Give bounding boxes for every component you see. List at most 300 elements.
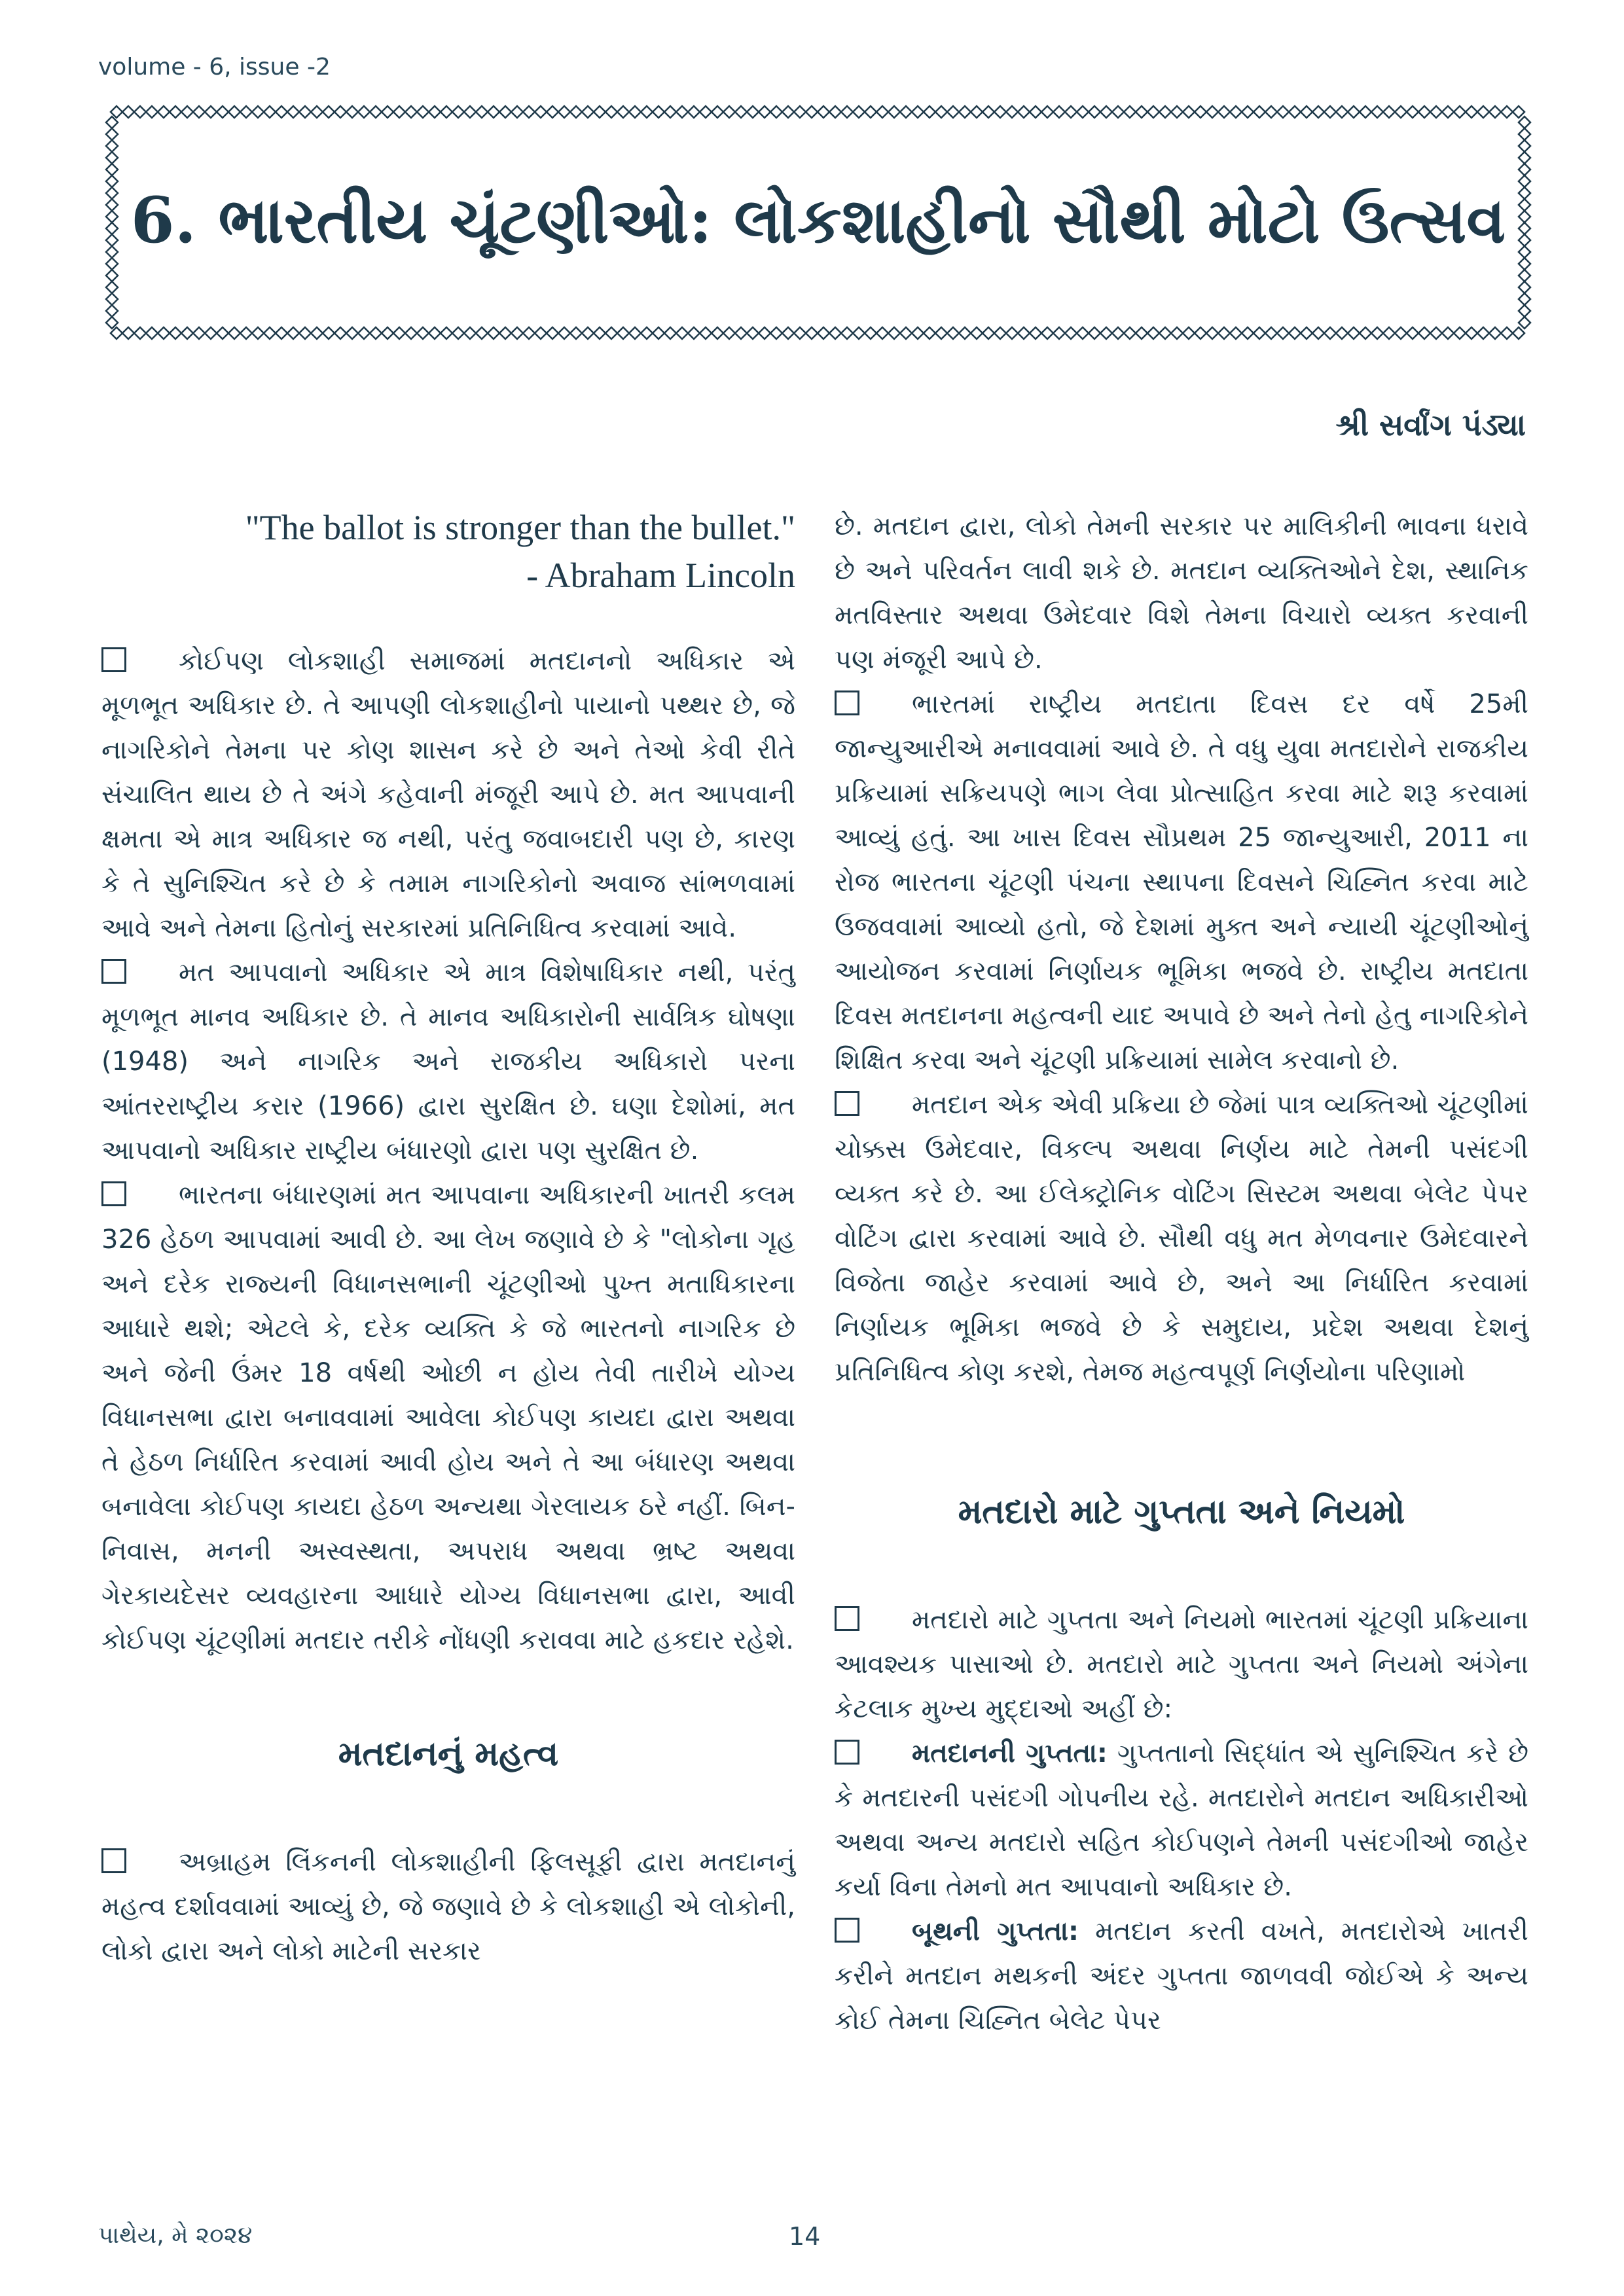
border-diamond [947,106,959,118]
border-diamond [535,106,547,118]
border-diamond [782,106,794,118]
paragraph-text: ભારતના બંધારણમાં મત આપવાના અધિકારની ખાતરી કલમ 326 હેઠળ આપવામાં આવી છે. આ લેખ જણાવે છે કે "લોકોના ગૃહ અને દરેક રાજ્યની વિધાનસભાની ચૂંટણીઓ પુખ્ત મતાધિકારના આધારે થશે; એટલે કે, દરેક વ્યક્તિ કે જે ભારતનો નાગરિક છે અને જેની ઉંમર 18 વર્ષથી ઓછી ન હોય તેવી તારીખે યોગ્ય વિધાનસભા દ્વારા બનાવવામાં આવેલા કોઈપણ કાયદા દ્વારા અથવા તે હેઠળ નિર્ધારિત કરવામાં આવી હોય અને તે આ બંધારણ અથવા બનાવેલા કોઈપણ કાયદા હેઠળ અન્યથા ગેરલાયક ઠરે નહીં. બિન-નિવાસ, મનની અસ્વસ્થતા, અપરાધ અથવા ભ્રષ્ટ અથવા ગેરકાયદેસર વ્યવહારના આધારે યોગ્ય વિધાનસભા દ્વારા, આવી કોઈપણ ચૂંટણીમાં મતદાર તરીકે નોંધણી કરાવવા માટે હકદાર રહેશે. [101,1179,795,1655]
volume-issue-label: volume - 6, issue -2 [98,54,331,81]
paragraph [835,1731,1528,1909]
border-diamond [570,327,582,339]
border-diamond [1136,106,1147,118]
border-diamond [876,106,888,118]
border-diamond [1371,106,1383,118]
border-diamond [146,327,158,339]
border-diamond [1442,106,1454,118]
article-title: 6. ભારતીય ચૂંટણીઓ: લોકશાહીનો સૌથી મોટો ઉત્સવ [130,183,1506,257]
border-diamond [323,106,334,118]
footer-publication: પાથેય, મે ૨૦૨૪ [98,2222,253,2249]
border-diamond [1006,327,1018,339]
border-diamond [217,327,228,339]
border-diamond [570,106,582,118]
border-diamond [228,106,240,118]
border-diamond [653,327,664,339]
border-diamond [240,106,252,118]
border-diamond [1124,327,1136,339]
border-diamond [464,106,476,118]
border-diamond [723,106,735,118]
border-diamond [181,106,193,118]
border-diamond [1336,327,1348,339]
border-diamond [252,327,264,339]
border-diamond [853,106,865,118]
border-diamond [806,327,818,339]
border-diamond [676,106,688,118]
border-diamond [1519,293,1530,305]
border-diamond [759,327,770,339]
border-diamond [205,106,217,118]
border-diamond [1430,106,1442,118]
border-diamond [1442,327,1454,339]
border-diamond [170,106,181,118]
border-diamond [1195,106,1206,118]
border-diamond [1519,317,1530,329]
border-diamond [1289,106,1301,118]
border-diamond [1159,327,1171,339]
border-diamond [629,106,641,118]
border-diamond [417,327,429,339]
border-diamond [1230,327,1242,339]
border-diamond [1360,327,1371,339]
border-diamond [1183,327,1195,339]
border-diamond [158,327,170,339]
border-diamond [594,327,605,339]
border-diamond [1519,258,1530,270]
border-diamond [829,327,841,339]
border-diamond [547,327,558,339]
border-diamond [747,327,759,339]
border-diamond [334,106,346,118]
border-diamond [1371,327,1383,339]
border-diamond [1519,164,1530,175]
border-diamond [1089,106,1100,118]
border-diamond [1242,327,1254,339]
border-diamond [1312,106,1324,118]
border-diamond [170,327,181,339]
bullet-box-icon [835,1606,859,1631]
border-diamond [1383,327,1395,339]
border-diamond [193,106,205,118]
border-diamond [217,106,228,118]
border-diamond [676,327,688,339]
border-diamond [476,106,488,118]
author-name: શ્રી સર્વાંગ પંડ્યા [1335,407,1526,442]
border-diamond [1183,106,1195,118]
paragraph [835,1083,1528,1394]
paragraph [101,950,795,1173]
border-diamond [582,106,594,118]
paragraph [101,639,795,950]
border-diamond [122,106,134,118]
border-diamond [1277,327,1289,339]
border-diamond [1477,106,1489,118]
border-diamond [1519,117,1530,128]
border-diamond [1395,106,1407,118]
bullet-box-icon [835,1918,859,1943]
border-diamond [558,327,570,339]
section-heading: મતદારો માટે ગુપ્તતા અને નિયમો [958,1492,1405,1532]
border-diamond [1053,327,1065,339]
border-diamond [1418,106,1430,118]
border-diamond [983,106,994,118]
border-diamond [1348,327,1360,339]
bullet-box-icon [101,647,126,672]
paragraph-label: મતદાનની ગુપ્તતા: [912,1738,1108,1768]
border-diamond [393,327,405,339]
border-diamond [1218,106,1230,118]
border-diamond [664,327,676,339]
border-diamond [1265,106,1277,118]
border-diamond [441,106,452,118]
border-diamond [818,327,829,339]
paragraph [835,1598,1528,1731]
border-diamond [1501,106,1513,118]
border-diamond [1519,140,1530,152]
border-diamond [488,106,499,118]
border-diamond [228,327,240,339]
border-diamond [794,106,806,118]
border-diamond [1254,106,1265,118]
border-diamond [523,327,535,339]
paragraph [835,504,1528,682]
border-diamond [818,106,829,118]
bullet-box-icon [835,1091,859,1116]
border-diamond [205,327,217,339]
border-diamond [452,327,464,339]
border-diamond [1519,281,1530,293]
border-diamond [1171,327,1183,339]
border-diamond [1136,327,1147,339]
quote-text: "The ballot is stronger than the bullet." [245,508,795,547]
bullet-box-icon [835,691,859,715]
border-diamond [429,327,441,339]
border-diamond [1018,327,1030,339]
border-diamond [1171,106,1183,118]
border-diamond [276,327,287,339]
border-diamond [971,327,983,339]
border-diamond [983,327,994,339]
border-diamond [264,327,276,339]
border-diamond [900,106,912,118]
border-diamond [1041,327,1053,339]
border-diamond [1195,327,1206,339]
border-diamond [1100,327,1112,339]
border-diamond [1277,106,1289,118]
border-diamond [441,327,452,339]
section-heading: મતદાનનું મહત્વ [338,1734,559,1774]
border-diamond [1159,106,1171,118]
border-diamond [1006,106,1018,118]
border-diamond [1242,106,1254,118]
border-diamond [959,106,971,118]
border-diamond [1489,106,1501,118]
paragraph-text: કોઈપણ લોકશાહી સમાજમાં મતદાનનો અધિકાર એ મૂળભૂત અધિકાર છે. તે આપણી લોકશાહીનો પાયાનો પથ્થર છે, જે નાગરિકોને તેમના પર કોણ શાસન કરે છે અને તેઓ કેવી રીતે સંચાલિત થાય છે તે અંગે કહેવાની મંજૂરી આપે છે. મત આપવાની ક્ષમતા એ માત્ર અધિકાર જ નથી, પરંતુ જવાબદારી પણ છે, કારણ કે તે સુનિશ્ચિત કરે છે કે તમામ નાગરિકોનો અવાજ સાંભળવામાં આવે અને તેમના હિતોનું સરકારમાં પ્રતિનિધિત્વ કરવામાં આવે. [101,645,795,943]
border-diamond [900,327,912,339]
border-diamond [664,106,676,118]
border-diamond [735,106,747,118]
border-diamond [700,327,712,339]
border-diamond [1289,327,1301,339]
border-diamond [865,327,876,339]
border-diamond [653,106,664,118]
border-diamond [106,152,118,164]
border-diamond [959,327,971,339]
right-column [835,504,1528,2043]
paragraph-text: મત આપવાનો અધિકાર એ માત્ર વિશેષાધિકાર નથી, પરંતુ મૂળભૂત માનવ અધિકાર છે. તે માનવ અધિકારોની સાર્વત્રિક ઘોષણા (1948) અને નાગરિક અને રાજકીય અધિકારો પરના આંતરરાષ્ટ્રીય કરાર (1966) દ્વારા સુરક્ષિત છે. ઘણા દેશોમાં, મત આપવાનો અધિકાર રાષ્ટ્રીય બંધારણો દ્વારા પણ સુરક્ષિત છે. [101,957,795,1166]
border-diamond [912,106,924,118]
border-diamond [452,106,464,118]
border-diamond [1206,327,1218,339]
border-diamond [1501,327,1513,339]
paragraph-text: ગુપ્તતાનો સિદ્ધાંત એ સુનિશ્ચિત કરે છે કે મતદારની પસંદગી ગોપનીય રહે. મતદારોને મતદાન અધિકારીઓ અથવા અન્ય મતદારો સહિત કોઈપણને તેમની પસંદગીઓ જાહેર કર્યા વિના તેમનો મત આપવાનો અધિકાર છે. [835,1738,1528,1902]
paragraph-text: મતદાન કરતી વખતે, મતદારોએ ખાતરી કરીને મતદાન મથકની અંદર ગુપ્તતા જાળવવી જોઈએ કે અન્ય કોઈ તેમના ચિહ્નિત બેલેટ પેપર [835,1916,1528,2036]
border-diamond [358,327,370,339]
epigraph-quote [101,504,795,600]
border-diamond [106,305,118,317]
border-diamond [912,327,924,339]
border-diamond [106,128,118,140]
border-diamond [994,327,1006,339]
border-diamond [106,281,118,293]
bullet-box-icon [101,959,126,984]
border-diamond [1053,106,1065,118]
border-diamond [276,106,287,118]
border-diamond [1065,106,1077,118]
border-diamond [594,106,605,118]
bullet-box-icon [835,1740,859,1765]
border-diamond [1407,106,1418,118]
border-diamond [841,327,853,339]
paragraph-text: અબ્રાહમ લિંકનની લોકશાહીની ફિલસૂફી દ્વારા મતદાનનું મહત્વ દર્શાવવામાં આવ્યું છે, જે જણાવે છે કે લોકશાહી એ લોકોની, લોકો દ્વારા અને લોકો માટેની સરકાર [101,1846,795,1966]
border-diamond [346,327,358,339]
border-diamond [888,106,900,118]
border-diamond [1477,327,1489,339]
border-diamond [1513,327,1525,339]
border-diamond [287,327,299,339]
border-diamond [1489,327,1501,339]
border-diamond [605,327,617,339]
border-diamond [617,327,629,339]
border-diamond [1418,327,1430,339]
border-diamond [1519,305,1530,317]
page-number: 14 [789,2222,821,2251]
border-diamond [499,327,511,339]
border-diamond [1513,106,1525,118]
border-diamond [358,106,370,118]
border-diamond [1230,106,1242,118]
border-diamond [853,327,865,339]
border-diamond [1089,327,1100,339]
border-diamond [240,327,252,339]
border-diamond [523,106,535,118]
border-diamond [1147,106,1159,118]
border-diamond [1041,106,1053,118]
border-diamond [252,106,264,118]
border-diamond [323,327,334,339]
border-diamond [617,106,629,118]
border-diamond [865,106,876,118]
border-diamond [382,327,393,339]
border-diamond [1395,327,1407,339]
border-diamond [1018,106,1030,118]
border-diamond [1254,327,1265,339]
border-diamond [1265,327,1277,339]
border-diamond [935,106,947,118]
border-diamond [106,164,118,175]
border-diamond [1077,106,1089,118]
border-diamond [994,106,1006,118]
border-diamond [1466,106,1477,118]
border-diamond [106,293,118,305]
border-diamond [688,106,700,118]
border-diamond [1065,327,1077,339]
border-diamond [947,327,959,339]
border-diamond [641,106,653,118]
border-diamond [405,327,417,339]
border-diamond [311,106,323,118]
border-diamond [1519,270,1530,281]
border-diamond [370,106,382,118]
border-diamond [1301,327,1312,339]
border-diamond [1124,106,1136,118]
border-diamond [158,106,170,118]
border-diamond [641,327,653,339]
border-diamond [582,327,594,339]
border-diamond [429,106,441,118]
border-diamond [547,106,558,118]
border-diamond [1324,327,1336,339]
border-diamond [841,106,853,118]
border-diamond [971,106,983,118]
border-diamond [770,106,782,118]
border-diamond [1112,327,1124,339]
border-diamond [1454,106,1466,118]
border-diamond [106,270,118,281]
border-diamond [1466,327,1477,339]
paragraph-text: મતદાન એક એવી પ્રક્રિયા છે જેમાં પાત્ર વ્યક્તિઓ ચૂંટણીમાં ચોક્કસ ઉમેદવાર, વિકલ્પ અથવા નિર્ણય માટે તેમની પસંદગી વ્યક્ત કરે છે. આ ઈલેક્ટ્રોનિક વોટિંગ સિસ્ટમ અથવા બેલેટ પેપર વોટિંગ દ્વારા કરવામાં આવે છે. સૌથી વધુ મત મેળવનાર ઉમેદવારને વિજેતા જાહેર કરવામાં આવે છે, અને આ નિર્ધારિત કરવામાં નિર્ણાયક ભૂમિકા ભજવે છે કે સમુદાય, પ્રદેશ અથવા દેશનું પ્રતિનિધિત્વ કોણ કરશે, તેમજ મહત્વપૂર્ણ નિર્ણયોના પરિણામો [835,1090,1528,1387]
border-diamond [382,106,393,118]
border-diamond [464,327,476,339]
border-diamond [1454,327,1466,339]
border-diamond [417,106,429,118]
border-diamond [299,106,311,118]
border-diamond [782,327,794,339]
border-diamond [1430,327,1442,339]
border-diamond [1218,327,1230,339]
paragraph-text: મતદારો માટે ગુપ્તતા અને નિયમો ભારતમાં ચૂંટણી પ્રક્રિયાના આવશ્યક પાસાઓ છે. મતદારો માટે ગુપ્તતા અને નિયમો અંગેના કેટલાક મુખ્ય મુદ્દાઓ અહીં છે: [835,1605,1528,1724]
border-diamond [146,106,158,118]
left-column [101,504,795,1973]
border-diamond [488,327,499,339]
border-diamond [334,327,346,339]
bullet-box-icon [101,1848,126,1873]
border-diamond [1112,106,1124,118]
border-diamond [1030,327,1041,339]
border-diamond [511,106,523,118]
border-diamond [1301,106,1312,118]
border-diamond [1147,327,1159,339]
border-diamond [1312,327,1324,339]
border-diamond [106,258,118,270]
border-diamond [370,327,382,339]
paragraph-text: ભારતમાં રાષ્ટ્રીય મતદાતા દિવસ દર વર્ષે 25મી જાન્યુઆરીએ મનાવવામાં આવે છે. તે વધુ યુવા મતદારોને રાજકીય પ્રક્રિયામાં સક્રિયપણે ભાગ લેવા પ્રોત્સાહિત કરવા માટે શરૂ કરવામાં આવ્યું હતું. આ ખાસ દિવસ સૌપ્રથમ 25 જાન્યુઆરી, 2011 ના રોજ ભારતના ચૂંટણી પંચના સ્થાપના દિવસને ચિહ્નિત કરવા માટે ઉજવવામાં આવ્યો હતો, જે દેશમાં મુક્ત અને ન્યાયી ચૂંટણીઓનું આયોજન કરવામાં નિર્ણાયક ભૂમિકા ભજવે છે. રાષ્ટ્રીય મતદાતા દિવસ મતદાનના મહત્વની યાદ અપાવે છે અને તેનો હેતુ નાગરિકોને શિક્ષિત કરવા અને ચૂંટણી પ્રક્રિયામાં સામેલ કરવાનો છે. [835,689,1528,1075]
border-diamond [134,106,146,118]
border-diamond [264,106,276,118]
border-diamond [476,327,488,339]
border-diamond [712,327,723,339]
paragraph [101,1173,795,1662]
border-diamond [629,327,641,339]
paragraph [101,1840,795,1973]
border-diamond [106,140,118,152]
border-diamond [1407,327,1418,339]
border-diamond [1336,106,1348,118]
border-diamond [535,327,547,339]
quote-attribution: - Abraham Lincoln [526,555,795,595]
border-diamond [876,327,888,339]
border-diamond [759,106,770,118]
border-diamond [829,106,841,118]
border-diamond [747,106,759,118]
border-diamond [1383,106,1395,118]
border-diamond [1360,106,1371,118]
border-diamond [393,106,405,118]
border-diamond [181,327,193,339]
paragraph [835,1909,1528,2043]
border-diamond [346,106,358,118]
border-diamond [511,327,523,339]
border-diamond [723,327,735,339]
border-diamond [935,327,947,339]
border-diamond [193,327,205,339]
border-diamond [299,327,311,339]
border-diamond [924,327,935,339]
border-diamond [499,106,511,118]
border-diamond [134,327,146,339]
border-diamond [558,106,570,118]
border-diamond [287,106,299,118]
border-diamond [311,327,323,339]
border-diamond [1348,106,1360,118]
paragraph-text: છે. મતદાન દ્વારા, લોકો તેમની સરકાર પર માલિકીની ભાવના ધરાવે છે અને પરિવર્તન લાવી શકે છે. મતદાન વ્યક્તિઓને દેશ, સ્થાનિક મતવિસ્તાર અથવા ઉમેદવાર વિશે તેમના વિચારો વ્યક્ત કરવાની પણ મંજૂરી આપે છે. [835,511,1528,675]
border-diamond [700,106,712,118]
border-diamond [1077,327,1089,339]
border-diamond [770,327,782,339]
border-diamond [735,327,747,339]
border-diamond [794,327,806,339]
border-diamond [1206,106,1218,118]
border-diamond [1519,152,1530,164]
border-diamond [1519,128,1530,140]
border-diamond [122,327,134,339]
border-diamond [1324,106,1336,118]
border-diamond [806,106,818,118]
border-diamond [1100,106,1112,118]
paragraph-label: બૂથની ગુપ્તતા: [912,1916,1079,1946]
border-diamond [688,327,700,339]
bullet-box-icon [101,1181,126,1206]
border-diamond [405,106,417,118]
title-frame [105,105,1532,340]
paragraph [835,682,1528,1083]
border-diamond [1030,106,1041,118]
border-diamond [924,106,935,118]
border-diamond [712,106,723,118]
